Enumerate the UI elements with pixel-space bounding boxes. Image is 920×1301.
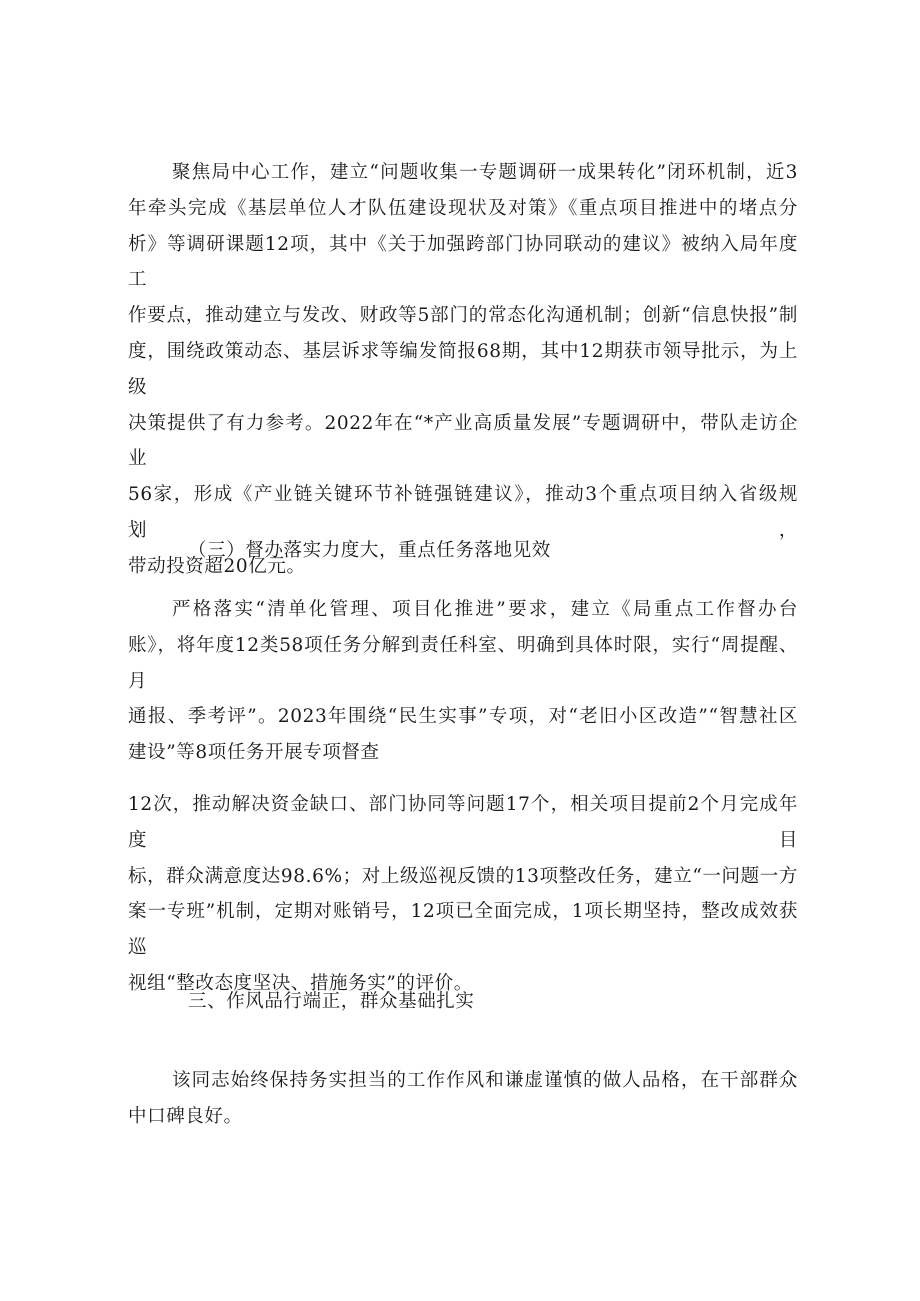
- text-line: 账》，将年度12类58项任务分解到责任科室、明确到具体时限，实行“周提醒、月: [128, 634, 798, 692]
- text-line: 作要点，推动建立与发改、财政等5部门的常态化沟通机制；创新“信息快报”制: [128, 305, 798, 327]
- text-line: 析》等调研课题12项，其中《关于加强跨部门协同联动的建议》被纳入局年度工: [128, 233, 798, 291]
- text-line: 决策提供了有力参考。2022年在“*产业高质量发展”专题调研中，带队走访企业: [128, 412, 798, 470]
- text-line: 56家，形成《产业链关键环节补链强链建议》，推动3个重点项目纳入省级规划，: [128, 484, 798, 541]
- text-line: 该同志始终保持务实担当的工作作风和谦虚谨慎的做人品格，在干部群众: [172, 1070, 798, 1091]
- text-line: 聚焦局中心工作，建立“问题收集一专题调研一成果转化”闭环机制，近3: [172, 162, 798, 183]
- paragraph-supervision: [128, 592, 798, 771]
- text-line: 严格落实“清单化管理、项目化推进”要求，建立《局重点工作督办台: [172, 599, 798, 620]
- paragraph-research-work: [128, 155, 798, 585]
- text-line: 案一专班”机制，定期对账销号，12项已全面完成，1项长期坚持，整改成效获巡: [128, 901, 798, 959]
- paragraph-supervision-results: [128, 787, 798, 1002]
- text-line: 视组“整改态度坚决、措施务实”的评价。: [128, 972, 473, 994]
- text-line: 12次，推动解决资金缺口、部门协同等问题17个，相关项目提前2个月完成年度目: [128, 794, 798, 851]
- paragraph-conduct: [128, 1063, 798, 1135]
- text-line: 中口碑良好。: [128, 1105, 243, 1127]
- section-heading-conduct: 三、作风品行端正，群众基础扎实: [188, 991, 475, 1012]
- text-line: 带动投资超20亿元。: [128, 555, 306, 577]
- section-heading-supervision: （三）督办落实力度大，重点任务落地见效: [188, 540, 551, 561]
- text-line: 度，围绕政策动态、基层诉求等编发简报68期，其中12期获市领导批示，为上级: [128, 340, 798, 398]
- text-line: 通报、季考评”。2023年围绕“民生实事”专项，对“老旧小区改造”“智慧社区: [128, 706, 798, 728]
- text-line: 年牵头完成《基层单位人才队伍建设现状及对策》《重点项目推进中的堵点分: [128, 197, 798, 219]
- text-line: 标，群众满意度达98.6%；对上级巡视反馈的13项整改任务，建立“一问题一方: [128, 865, 798, 887]
- text-line: 建设”等8项任务开展专项督查: [128, 742, 380, 764]
